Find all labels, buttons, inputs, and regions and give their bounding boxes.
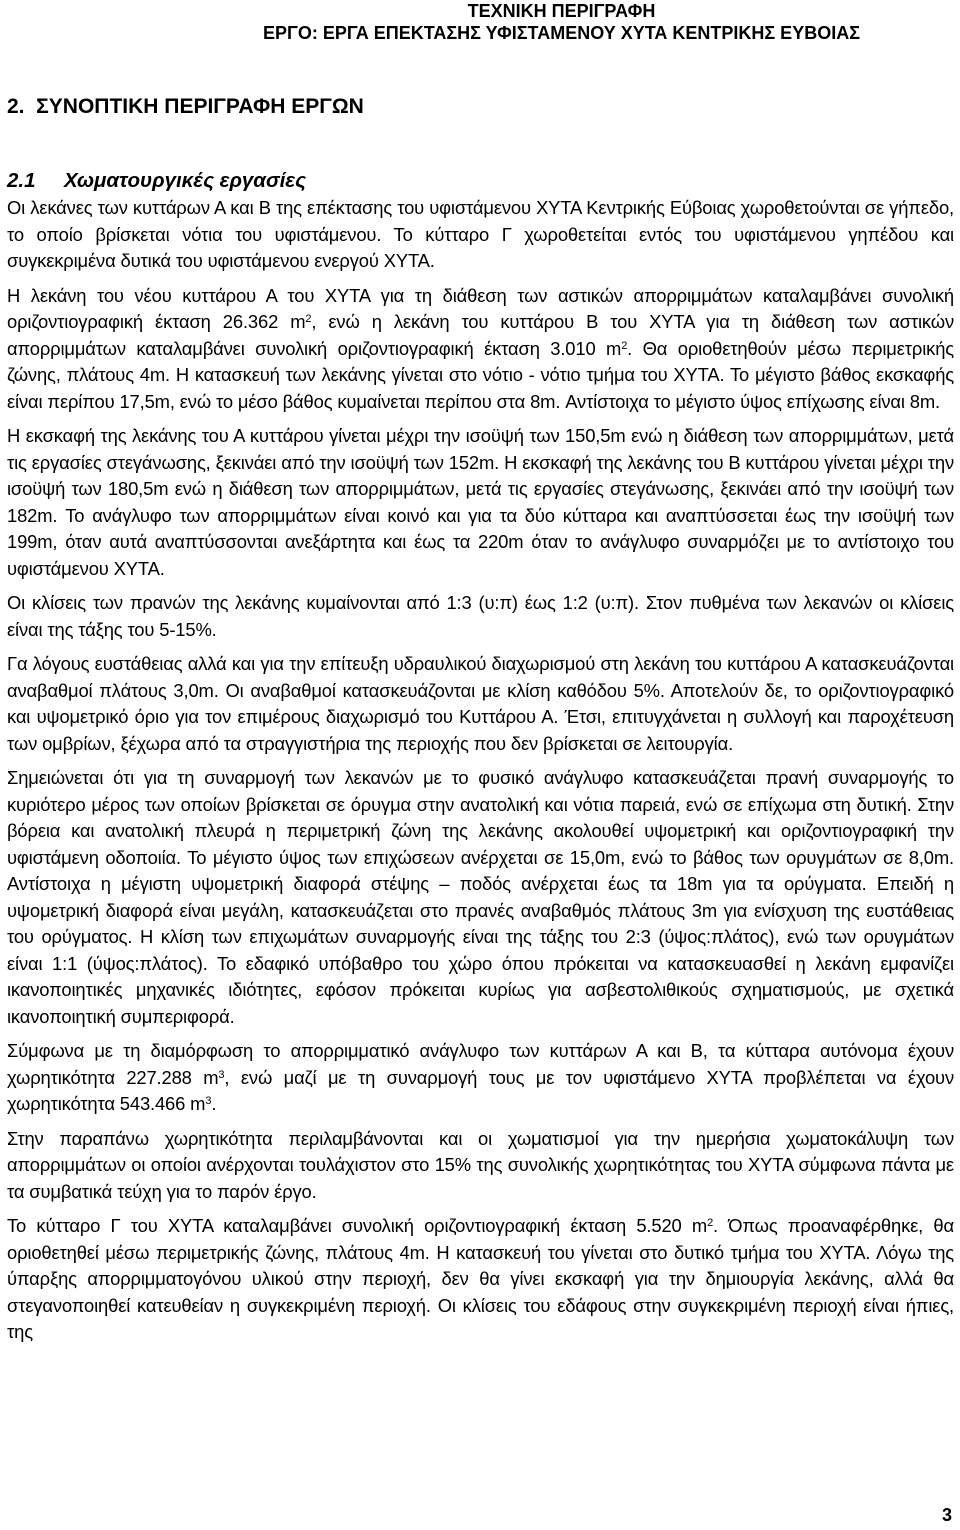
page-number: 3 (941, 1505, 952, 1525)
paragraph-text: , ενώ μαζί με τη συναρμογή τους με τον υφιστάμενο ΧΥΤΑ προβλέπεται να έχουν χωρητικότητα 543.466 m (7, 1066, 954, 1114)
paragraph-excavation: Η εκσκαφή της λεκάνης του Α κυττάρου γίνεται μέχρι την ισοϋψή των 150,5m ενώ η διάθεση των απορριμμάτων, μετά τις εργασίες στεγάνωσης, ξεκινάει από την ισοϋψή των 152m. Η εκσκαφή της λεκάνης του Β κυττάρου γίνεται μέχρι την ισοϋψή των 180,5m ενώ η διάθεση των απορριμμάτων, μετά τις εργασίες στεγάνωσης, ξεκινάει από την ισοϋψή των 182m. Το ανάγλυφο των απορριμμάτων είναι κοινό και για τα δύο κύτταρα και αναπτύσσεται έως την ισοϋψή των 199m, όταν αυτά αναπτύσσονται ανεξάρτητα και έως τα 220m όταν το ανάγλυφο συναρμόζει με το αντίστοιχο του υφιστάμενου ΧΥΤΑ. (7, 425, 954, 579)
paragraph-text: Η λεκάνη του νέου κυττάρου Α του ΧΥΤΑ για τη διάθεση των αστικών απορριμμάτων καταλαμβάνει συνολική οριζοντιογραφική έκταση 26.362 m (7, 284, 954, 332)
page-header (263, 0, 860, 45)
subsection-title: 2.1 Χωματουργικές εργασίες (7, 169, 307, 192)
document-body (7, 195, 954, 1354)
paragraph-text: . (211, 1093, 217, 1114)
superscript: 3 (205, 1094, 212, 1107)
header-project-title: ΕΡΓΟ: ΕΡΓΑ ΕΠΕΚΤΑΣΗΣ ΥΦΙΣΤΑΜΕΝΟΥ ΧΥΤΑ ΚΕΝΤΡΙΚΗΣ ΕΥΒΟΙΑΣ (263, 23, 860, 43)
paragraph-text: . Θα οριοθετηθούν μέσω περιμετρικής ζώνης, πλάτους 4m. Η κατασκευή των λεκάνης γίνεται στο νότιο - νότιο τμήμα του ΧΥΤΑ. Το μέγιστο βάθος εκσκαφής είναι περίπου 17,5m, ενώ το μέσο βάθος κυμαίνεται περίπου στα 8m. Αντίστοιχα το μέγιστο ύψος επίχωσης είναι 8m. (7, 337, 954, 412)
paragraph-capacity (7, 1038, 954, 1118)
paragraph-cell-c (7, 1213, 954, 1346)
paragraph-text: Σύμφωνα με τη διαμόρφωση το απορριμματικό ανάγλυφο των κυττάρων Α και Β, τα κύτταρα αυτόνομα έχουν χωρητικότητα 227.288 m (7, 1040, 954, 1088)
paragraph-location: Οι λεκάνες των κυττάρων Α και Β της επέκτασης του υφιστάμενου ΧΥΤΑ Κεντρικής Εύβοιας χωροθετούνται σε γήπεδο, το οποίο βρίσκεται νότια του υφιστάμενου. Το κύτταρο Γ χωροθετείται εντός του υφιστάμενου γηπέδου και συγκεκριμένα δυτικά του υφιστάμενου ενεργού ΧΥΤΑ. (7, 197, 954, 271)
paragraph-slopes: Οι κλίσεις των πρανών της λεκάνης κυμαίνονται από 1:3 (υ:π) έως 1:2 (υ:π). Στον πυθμένα των λεκανών οι κλίσεις είναι της τάξης του 5-15%. (7, 592, 954, 640)
paragraph-daily-cover: Στην παραπάνω χωρητικότητα περιλαμβάνονται και οι χωματισμοί για την ημερήσια χωματοκάλυψη των απορριμμάτων οι οποίοι ανέρχονται τουλάχιστον στο 15% της συνολικής χωρητικότητας του ΧΥΤΑ σύμφωνα πάντα με τα συμβατικά τεύχη για το παρόν έργο. (7, 1127, 954, 1202)
paragraph-text: Το κύτταρο Γ του ΧΥΤΑ καταλαμβάνει συνολική οριζοντιογραφική έκταση 5.520 m (7, 1215, 708, 1236)
paragraph-terraces: Γα λόγους ευστάθειας αλλά και για την επίτευξη υδραυλικού διαχωρισμού στη λεκάνη του κυττάρου Α κατασκευάζονται αναβαθμοί πλάτους 3,0m. Οι αναβαθμοί κατασκευάζονται με κλίση καθόδου 5%. Αποτελούν δε, το οριζοντιογραφικό και υψομετρικό όριο για τον επιμέρους διαχωρισμό του Κυττάρου Α. Έτσι, επιτυγχάνεται η συλλογή και παροχέτευση των ομβρίων, ξέχωρα από τα στραγγιστήρια της περιοχής που δεν βρίσκεται σε λειτουργία. (7, 653, 954, 754)
paragraph-natural-relief: Σημειώνεται ότι για τη συναρμογή των λεκανών με το φυσικό ανάγλυφο κατασκευάζεται πρανή συναρμογής το κυριότερο μέρος των οποίων βρίσκεται σε όρυγμα στην ανατολική και νότια παρειά, ενώ σε επίχωμα στη δυτική. Στην βόρεια και ανατολική πλευρά η περιμετρική ζώνη της λεκάνης ακολουθεί υψομετρική και οριζοντιογραφική την υφιστάμενη οδοποιία. Το μέγιστο ύψος των επιχώσεων ανέρχεται σε 15,0m, ενώ το βάθος των ορυγμάτων σε 8,0m. Αντίστοιχα η μέγιστη υψομετρική διαφορά στέψης – ποδός ανέρχεται έως τα 18m για τα ορύγματα. Επειδή η υψομετρική διαφορά είναι μεγάλη, κατασκευάζεται στο πρανές αναβαθμός πλάτους 3m για ενίσχυση της ευστάθειας του ορύγματος. Η κλίση των επιχωμάτων συναρμογής είναι της τάξης του 2:3 (ύψος:πλάτος), ενώ των ορυγμάτων είναι 1:1 (ύψος:πλάτος). Το εδαφικό υπόβαθρο του χώρο όπου πρόκειται να κατασκευασθεί η λεκάνη εμφανίζει ικανοποιητικές μηχανικές ιδιότητες, εφόσον πρόκειται κυρίως για ασβεστολιθικούς σχηματισμούς, με σχετικά ικανοποιητική συμπεριφορά. (7, 767, 954, 1027)
paragraph-text: , ενώ η λεκάνη του κυττάρου Β του ΧΥΤΑ για τη διάθεση των αστικών απορριμμάτων καταλαμβάνει συνολική οριζοντιογραφική έκταση 3.010 m (7, 311, 954, 359)
paragraph-text: . Όπως προαναφέρθηκε, θα οριοθετηθεί μέσω περιμετρικής ζώνης, πλάτους 4m. Η κατασκευή του γίνεται στο δυτικό τμήμα του ΧΥΤΑ. Λόγω της ύπαρξης απορριμματογόνου υλικού στην περιοχή, δεν θα γίνει εκσκαφή για την δημιουργία λεκάνης, αλλά θα στεγανοποιηθεί κατευθείαν η συγκεκριμένη περιοχή. Οι κλίσεις του εδάφους στην συγκεκριμένη περιοχή είναι ήπιες, της (7, 1215, 954, 1342)
superscript: 2 (621, 339, 628, 352)
paragraph-basin-areas (7, 283, 954, 416)
superscript: 2 (707, 1216, 714, 1229)
superscript: 3 (218, 1068, 225, 1081)
section-title: 2. ΣΥΝΟΠΤΙΚΗ ΠΕΡΙΓΡΑΦΗ ΕΡΓΩΝ (7, 95, 364, 118)
superscript: 2 (305, 312, 312, 325)
header-document-type: ΤΕΧΝΙΚΗ ΠΕΡΙΓΡΑΦΗ (467, 1, 656, 21)
